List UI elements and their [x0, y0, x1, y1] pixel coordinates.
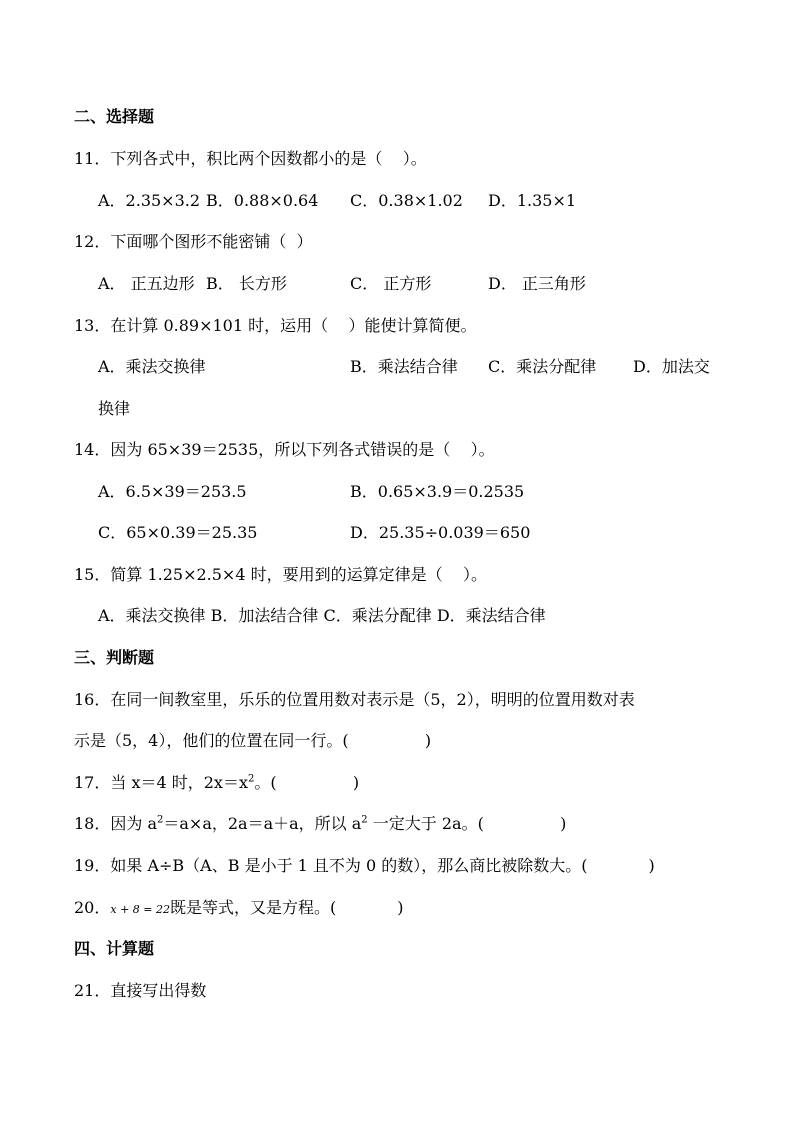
q18-post: 一定大于 2a。( )	[367, 814, 567, 833]
question-20	[74, 897, 404, 921]
question-15-stem: 15．简算 1.25×2.5×4 时，要用到的运算定律是（ ）。	[74, 565, 487, 584]
q12-option-c: C． 正方形	[350, 274, 432, 293]
q20-text: 既是等式，又是方程。( )	[170, 898, 404, 917]
question-12-stem: 12．下面哪个图形不能密铺（ ）	[74, 232, 313, 251]
section-title-choice: 二、选择题	[74, 107, 155, 126]
q20-number: 20．	[74, 898, 111, 917]
q12-option-a: A． 正五边形	[98, 274, 195, 293]
q17-post: 。( )	[254, 773, 360, 792]
q18-mid: ＝a×a，2a＝a＋a，所以 a	[163, 814, 362, 833]
q11-option-c: C．0.38×1.02	[350, 191, 463, 210]
q13-option-c: C．乘法分配律	[488, 357, 597, 376]
q18-pre: 18．因为 a	[74, 814, 157, 833]
q13-option-a: A．乘法交换律	[98, 357, 206, 376]
question-21: 21．直接写出得数	[74, 981, 207, 1000]
question-19: 19．如果 A÷B（A、B 是小于 1 且不为 0 的数），那么商比被除数大。( )	[74, 856, 655, 875]
q12-option-b: B． 长方形	[206, 274, 287, 293]
question-18	[74, 813, 566, 835]
section-title-calc: 四、计算题	[74, 939, 155, 958]
q15-options: A．乘法交换律 B．加法结合律 C．乘法分配律 D．乘法结合律	[98, 606, 546, 625]
q13-option-d: D．加法交	[633, 357, 710, 376]
question-13-stem: 13．在计算 0.89×101 时，运用（ ）能使计算简便。	[74, 316, 477, 335]
question-16-line2: 示是（5，4），他们的位置在同一行。( )	[74, 731, 432, 750]
q18-exponent-2: 2	[361, 814, 368, 826]
section-title-judge: 三、判断题	[74, 648, 155, 667]
q18-exponent-1: 2	[157, 814, 164, 826]
question-11-stem: 11．下列各式中，积比两个因数都小的是（ ）。	[74, 149, 427, 168]
q13-option-d-wrap: 换律	[98, 399, 131, 418]
q14-option-b: B．0.65×3.9＝0.2535	[350, 482, 525, 501]
q20-formula: x + 8 = 22	[110, 903, 170, 916]
q17-pre: 17．当 x＝4 时，2x＝x	[74, 773, 248, 792]
q11-option-d: D．1.35×1	[488, 191, 577, 210]
question-14-stem: 14．因为 65×39＝2535，所以下列各式错误的是（ ）。	[74, 440, 495, 459]
q14-option-d: D．25.35÷0.039＝650	[350, 523, 531, 542]
question-17	[74, 772, 359, 794]
q12-option-d: D． 正三角形	[488, 274, 586, 293]
question-16-line1: 16．在同一间教室里，乐乐的位置用数对表示是（5，2），明明的位置用数对表	[74, 690, 635, 709]
q11-option-b: B．0.88×0.64	[206, 191, 319, 210]
q17-exponent: 2	[247, 773, 255, 785]
q11-option-a: A．2.35×3.2	[98, 191, 201, 210]
q14-option-c: C．65×0.39＝25.35	[98, 523, 258, 542]
q13-option-b: B．乘法结合律	[350, 357, 458, 376]
q14-option-a: A．6.5×39＝253.5	[98, 482, 247, 501]
